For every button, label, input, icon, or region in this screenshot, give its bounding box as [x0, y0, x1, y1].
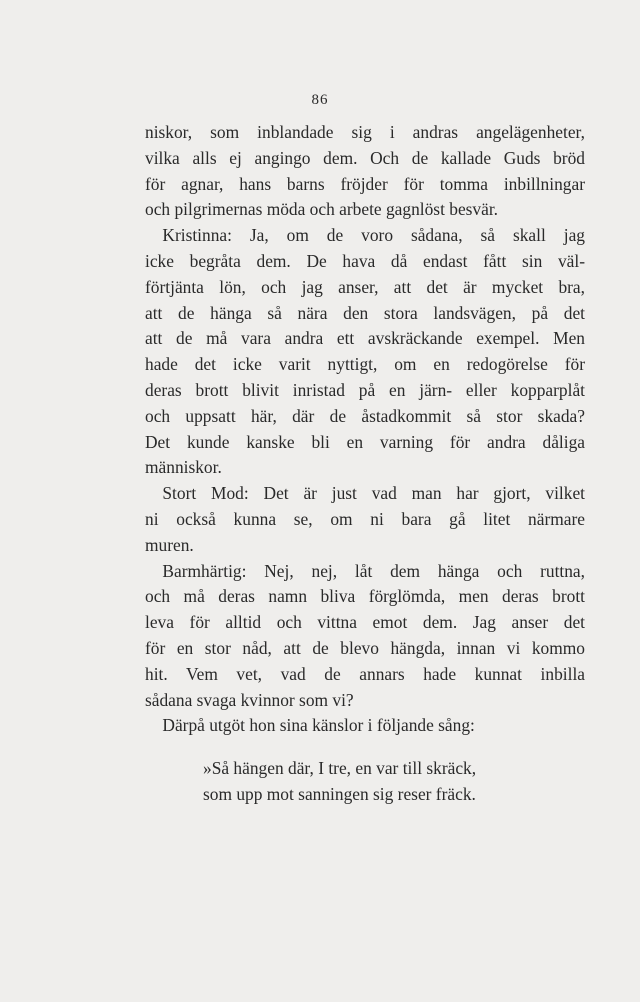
text-line: förtjänta lön, och jag anser, att det är mycket bra,: [145, 276, 585, 297]
text-line: niskor, som inblandade sig i andras angelägenheter,: [145, 122, 585, 142]
text-line: människor.: [145, 457, 222, 478]
text-line: deras brott blivit inristad på en järn- eller kopparplåt: [145, 379, 585, 400]
page-number: 86: [311, 92, 329, 108]
verse-line: »Så hängen där, I tre, en var till skräck,: [203, 758, 477, 778]
text-line: Kristinna: Ja, om de voro sådana, så skall jag: [145, 225, 585, 246]
body-text: [145, 120, 585, 739]
text-line: att de hänga så nära den stora landsvägen, på det: [145, 302, 585, 323]
text-line: muren.: [145, 534, 194, 555]
text-line: och må deras namn bliva förglömda, men deras brott: [145, 586, 585, 607]
text-line: icke begråta dem. De hava då endast fått sin väl-: [145, 250, 585, 271]
text-line: hade det icke varit nyttigt, om en redogörelse för: [145, 354, 585, 375]
text-line: att de må vara andra ett avskräckande exempel. Men: [145, 328, 585, 349]
text-line: Stort Mod: Det är just vad man har gjort, vilket: [145, 483, 585, 504]
text-line: Barmhärtig: Nej, nej, låt dem hänga och ruttna,: [145, 560, 585, 581]
text-line: och uppsatt här, där de åstadkommit så stor skada?: [145, 405, 585, 426]
text-line: för en stor nåd, att de blevo hängda, innan vi kommo: [145, 637, 585, 658]
text-line: vilka alls ej angingo dem. Och de kallade Guds bröd: [145, 147, 585, 168]
text-line: Därpå utgöt hon sina känslor i följande sång:: [145, 715, 475, 736]
verse-block: [203, 756, 476, 808]
text-line: ni också kunna se, om ni bara gå litet närmare: [145, 508, 585, 529]
text-line: för agnar, hans barns fröjder för tomma inbillningar: [145, 173, 585, 194]
verse-line: som upp mot sanningen sig reser fräck.: [203, 783, 476, 804]
text-line: sådana svaga kvinnor som vi?: [145, 689, 354, 710]
text-line: och pilgrimernas möda och arbete gagnlöst besvär.: [145, 199, 499, 220]
text-line: Det kunde kanske bli en varning för andra dåliga: [145, 431, 585, 452]
text-line: leva för alltid och vittna emot dem. Jag anser det: [145, 612, 585, 633]
text-line: hit. Vem vet, vad de annars hade kunnat inbilla: [145, 663, 585, 684]
